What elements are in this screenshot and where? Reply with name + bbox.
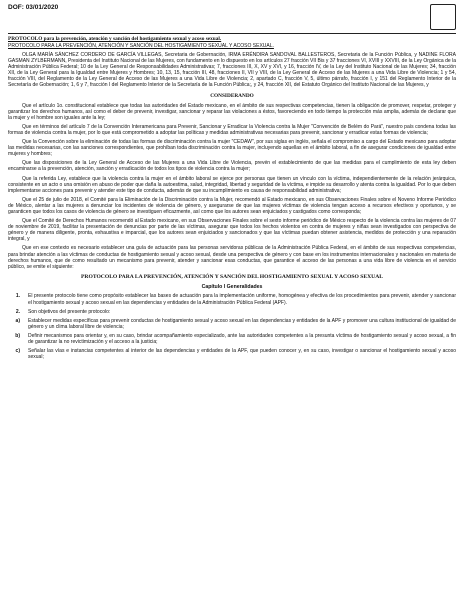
protocol-title: PROTOCOLO PARA LA PREVENCIÓN, ATENCIÓN Y SANCIÓN DEL HOSTIGAMIENTO SEXUAL Y ACOSO SEXUAL [81,273,383,280]
paragraph-4: Que las disposiciones de la Ley General de Acceso de las Mujeres a una Vida Libre de Violencia, prevén el establecimiento de que las medidas para el cumplimiento de esta ley deben encaminarse a la prevención, atención, sanción y erradicación de todos los tipos de violencia contra la mujer; [8,160,456,173]
sublist-item-b-text: Definir mecanismos para orientar y, en su caso, brindar acompañamiento especializado, ante las autoridades competentes a la presunta víctima de hostigamiento sexual y acoso sexual, a fin de garantizar la no revictimización y el acceso a la justicia; [28,332,456,345]
sublist-item-a [8,318,456,330]
paragraph-8: Que en ese contexto es necesario establecer una guía de actuación para las personas servidoras públicas de la Administración Pública Federal, en el ámbito de sus respectivas competencias, para brindar atención a las víctimas de conductas de hostigamiento sexual y acoso sexual, desde una perspectiva de género y con base en los instrumentos internacionales y nacionales en materia de derechos humanos, que de como resultado un mecanismo para prevenir, atender y sancionar esas conductas, que garantice el acceso de las personas a una vida libre de violencia en el servicio público, se emite el siguiente: [8,245,456,270]
dof-date-label: DOF: 03/01/2020 [8,4,59,11]
list-item-2 [8,309,456,315]
paragraph-3: Que la Convención sobre la eliminación de todas las formas de discriminación contra la mujer "CEDAW", por sus siglas en inglés, señala el compromiso a cargo del Estado mexicano para adoptar las medidas necesarias, con las sanciones correspondientes, que prohíban toda discriminación contra la mujer, incluyendo aquellas en el ámbito laboral, a fin de asegurar condiciones de igualdad entre mujeres y hombres; [8,139,456,158]
header-bar [8,0,456,30]
sublist-item-c [8,348,456,360]
header-divider [8,33,456,34]
document-subheading: PROTOCOLO PARA LA PREVENCIÓN, ATENCIÓN Y SANCIÓN DEL HOSTIGAMIENTO SEXUAL Y ACOSO SEXUAL. [8,43,274,49]
document-heading: PROTOCOLO para la prevención, atención y sanción del hostigamiento sexual y acoso sexual. [8,36,222,42]
paragraph-1: Que el artículo 1o. constitucional establece que todas las autoridades del Estado mexicano, en el ámbito de sus respectivas competencias, tienen la obligación de promover, respetar, proteger y garantizar los derechos humanos, así como el deber de prevenir, investigar, sancionar y reparar las violaciones a éstos, favoreciendo en todo tiempo la protección más amplia, además de declarar que la mujer y el hombre son iguales ante la ley; [8,102,456,121]
sublist-item-b [8,333,456,345]
paragraph-7: Que el Comité de Derechos Humanos recomendó al Estado mexicano, en sus Observaciones Finales sobre el sexto informe periódico de México respecto de la violencia contra las mujeres de 07 de noviembre de 2019, facilitar la presentación de denuncias por parte de las víctimas, asegurar que todos los hechos violentos en contra de mujeres y niñas sean investigados con perspectiva de género y de manera diligente, pronta, exhaustiva e imparcial, que los autores sean enjuiciados y sancionados y que las víctimas puedan obtener asistencia, medidos de protección y una reparación integral, y [8,218,456,243]
sublist-item-a-number: a) [15,317,20,324]
sublist-item-c-text: Señalar las vías e instancias competentes al interior de las dependencias y entidades de la APF, que pueden conocer y, en su caso, investigar o sancionar el hostigamiento sexual y acoso sexual; [28,348,456,361]
corner-icon [430,4,456,30]
list-item-2-number: 2. [15,308,20,315]
list-item-2-text: Son objetivos del presente protocolo: [28,308,111,315]
list-item-1 [8,293,456,305]
intro-paragraph: OLGA MARÍA SÁNCHEZ CORDERO DE GARCÍA VILLEGAS, Secretaria de Gobernación, IRMA ERÉNDIRA SANDOVAL BALLESTEROS, Secretaria de la Función Pública, y NADINE FLORA GASMAN ZYLBERMANN, Presidenta del Instituto Nacional de las Mujeres, con fundamento en lo dispuesto en los artículos 27 fracción VII Bis y 37 fracciones VI, XVIII y XXVIII, de la Ley Orgánica de la Administración Pública Federal; 10 de la Ley General de Responsabilidades Administrativas; 7, fracciones III, X, XV y XVI, y 16, fracción IV, de la Ley del Instituto Nacional de las Mujeres; 34, fracción XII, de la Ley General para la Igualdad entre Mujeres y Hombres; 10, 13, 15, fracción III, 48, fracciones II, VII y VIII, de la Ley General de Acceso de las Mujeres a una Vida Libre de Violencia; 1 y 54, fracción VIII, del Reglamento de la Ley General de Acceso de las Mujeres a una Vida Libre de Violencia; 2, apartado C, fracción V, 5, último párrafo, fracción I, y 151 del Reglamento Interior de la Secretaría de Gobernación; 1, 6 y 7, fracción I del Reglamento Interior de la Secretaría de la Función Pública;, y 24, fracción XII, del Estatuto Orgánico del Instituto Nacional de las Mujeres, y [8,52,456,89]
considerando-heading: CONSIDERANDO [210,92,254,99]
chapter-heading: Capítulo I Generalidades [201,284,263,291]
sublist-item-c-number: c) [15,348,20,355]
paragraph-5: Que la referida Ley, establece que la violencia contra la mujer en el ámbito laboral se ejerce por personas que tienen un vínculo con la víctima, independientemente de la relación jerárquica, consistente en un acto o una omisión en abuso de poder que daña la autoestima, salud, integridad, libertad y seguridad de la víctima, e impide su desarrollo y atenta contra la igualdad. Por lo que deben implementarse acciones para prevenir y atender este tipo de conducta, además de que su incumplimiento es causa de responsabilidad administrativa; [8,175,456,194]
list-item-1-text: El presente protocolo tiene como propósito establecer las bases de actuación para la implementación uniforme, homogénea y efectiva de los procedimientos para prevenir, atender y sancionar el hostigamiento sexual y acoso sexual en las dependencias y entidades de la Administración Pública Federal (APF). [28,293,456,306]
paragraph-6: Que el 25 de julio de 2018, el Comité para la Eliminación de la Discriminación contra la Mujer, recomendó al Estado mexicano, en sus Observaciones Finales sobre el Noveno Informe Periódico de México, alentar a las mujeres a denunciar los incidentes de violencia de género, y asegurarse de que las mujeres víctimas de violencia tengan acceso a recursos efectivos y oportunos, y se garanticen que todos los casos de violencia de género se investiguen eficazmente, así como que los autores sean enjuiciados y castigados como corresponda; [8,196,456,215]
sublist-item-b-number: b) [15,332,20,339]
sublist-item-a-text: Establecer medidas específicas para prevenir conductas de hostigamiento sexual y acoso sexual en las dependencias y entidades de la APF y promover una cultura institucional de igualdad de género y un clima laboral libre de violencia; [28,317,456,330]
paragraph-2: Que en términos del artículo 7 de la Convención Interamericana para Prevenir, Sancionar y Erradicar la Violencia contra la Mujer "Convención de Belém do Pará", nuestro país condena todas las formas de violencia contra la mujer, por lo que está comprometido a adoptar las políticas y medidas administrativas necesarias para prevenir, sancionar y erradicar estas formas de violencia; [8,123,456,136]
list-item-1-number: 1. [15,293,20,300]
